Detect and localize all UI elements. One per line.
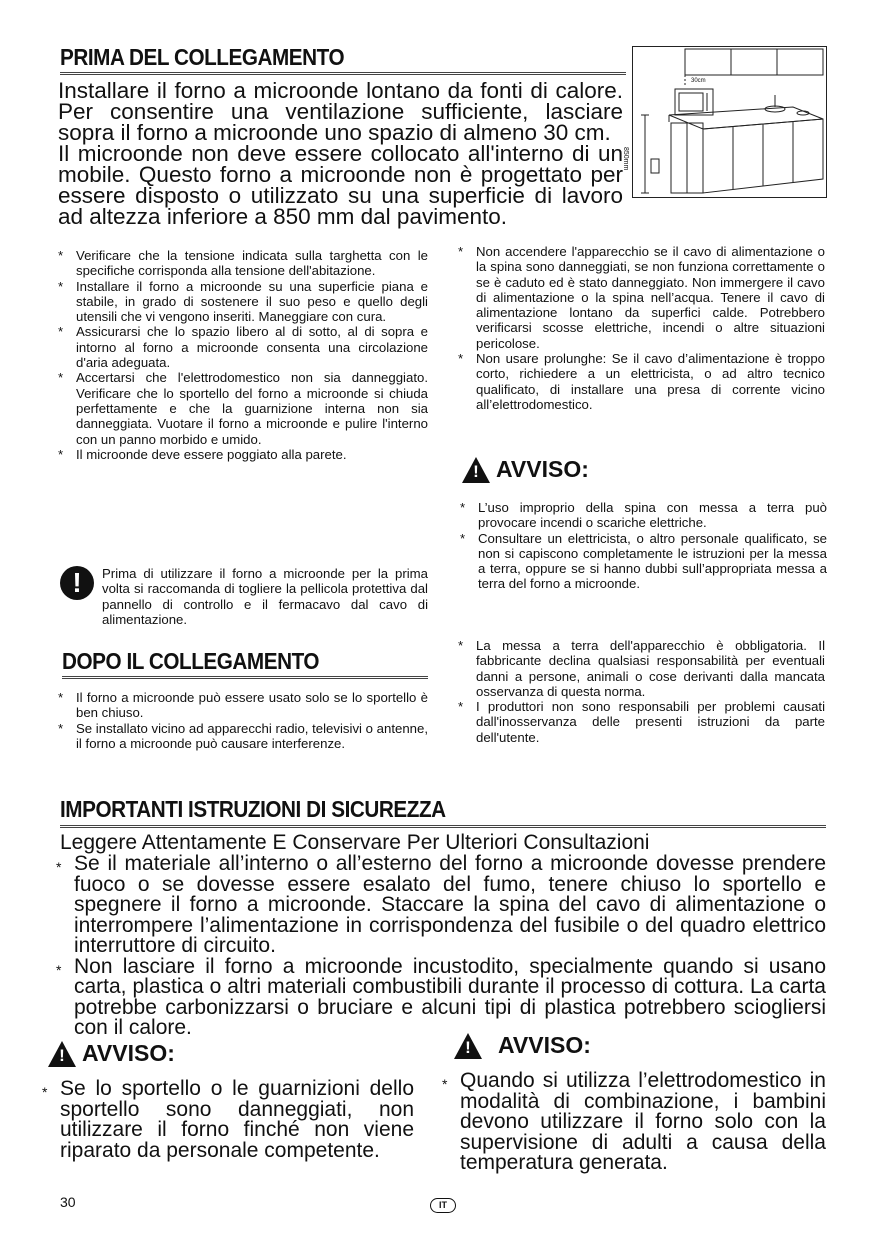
label-30cm: 30cm — [691, 78, 706, 84]
list-item — [458, 244, 825, 351]
list-item — [458, 351, 825, 412]
heading-prima-del-collegamento: PRIMA DEL COLLEGAMENTO — [60, 44, 345, 70]
safety-subtitle: Leggere Attentamente E Conservare Per Ulteriori Consultazioni — [60, 831, 650, 854]
bullet-star: * — [58, 278, 64, 294]
list-item-text: Accertarsi che l'elettrodomestico non sia danneggiato. Verificare che lo sportello del forno a microonde si chiuda perfettamente e che la guarnizione interna non sia danneggiata. Vuotare il forno a microonde e pulire l'interno con un panno morbido e umido. — [76, 370, 428, 447]
warning-title: AVVISO: — [82, 1040, 175, 1066]
safety-list — [56, 854, 826, 1039]
list-item-text: Assicurarsi che lo spazio libero al di sotto, al di sopra e intorno al forno a microonde consenta una circolazione d'aria adeguata. — [76, 324, 428, 371]
heading-rule — [62, 676, 428, 679]
warning-bullet-list — [460, 500, 827, 592]
bullet-star: * — [58, 248, 64, 263]
list-item — [442, 1071, 826, 1174]
list-item — [460, 531, 827, 592]
list-item-text: Se lo sportello o le guarnizioni dello sportello sono danneggiati, non utilizzare il forno finché non viene riparato da personale competente. — [60, 1077, 414, 1162]
list-item — [58, 279, 428, 325]
list-item-text: Se installato vicino ad apparecchi radio, televisivi o antenne, il forno a microonde può causare interferenze. — [76, 720, 428, 751]
after-connection-list — [58, 690, 428, 751]
bullet-star: * — [460, 530, 466, 546]
list-item — [458, 699, 825, 745]
list-item — [460, 500, 827, 531]
intro-paragraph: Installare il forno a microonde lontano da fonti di calore. Per consentire una ventilazione sufficiente, lasciare sopra il forno a microonde uno spazio di almeno 30 cm. — [58, 78, 623, 145]
bullet-star: * — [458, 699, 464, 715]
list-item — [58, 447, 428, 462]
warning-heading — [462, 456, 589, 483]
page-number: 30 — [60, 1194, 76, 1210]
left-bullet-list — [58, 248, 428, 462]
bullet-star: * — [58, 370, 64, 386]
intro-paragraph: Il microonde non deve essere collocato all'interno di un mobile. Questo forno a microonde non è progettato per essere disposto o utilizzato su una superficie di lavoro ad altezza inferiore a 850 mm dal pavimento. — [58, 141, 623, 229]
list-item-text: L’uso improprio della spina con messa a terra può provocare incendi o scariche elettriche. — [478, 500, 827, 531]
list-item — [42, 1079, 414, 1161]
warning-right-list — [442, 1071, 826, 1174]
language-badge: IT — [430, 1198, 456, 1213]
heading-rule — [60, 72, 626, 75]
list-item-text: I produttori non sono responsabili per problemi causati dall'inosservanza delle presenti istruzioni da parte dell'utente. — [476, 699, 825, 745]
warning-triangle-icon — [454, 1033, 482, 1059]
warning-left-list — [42, 1079, 414, 1161]
heading-importanti-istruzioni: IMPORTANTI ISTRUZIONI DI SICUREZZA — [60, 796, 446, 822]
intro-text — [58, 80, 623, 227]
list-item-text: Il forno a microonde può essere usato solo se lo sportello è ben chiuso. — [76, 690, 428, 721]
bullet-star: * — [460, 500, 466, 515]
list-item — [56, 954, 826, 1039]
heading-rule — [60, 825, 826, 828]
bullet-star: * — [58, 324, 64, 340]
list-item-text: Verificare che la tensione indicata sulla targhetta con le specifiche corrisponda alla tensione dell'abitazione. — [76, 248, 428, 279]
bullet-star: * — [442, 1076, 448, 1092]
warning-mark: ! — [59, 1045, 65, 1065]
list-item-text: Installare il forno a microonde su una superficie piana e stabile, in grado di sostenere il suo peso e quello degli utensili che vi vengono inseriti. Maneggiare con cura. — [76, 278, 428, 325]
warning-mark: ! — [473, 461, 479, 481]
bullet-star: * — [458, 638, 464, 653]
kitchen-drawing — [633, 47, 826, 197]
list-item-text: Non lasciare il forno a microonde incustodito, specialmente quando si usano carta, plastica o altri materiali combustibili durante il processo di cottura. La carta potrebbe carbonizzarsi o bruciare e alcuni tipi di plastica potrebbero sciogliersi con il calore. — [74, 954, 826, 1039]
heading-dopo-il-collegamento: DOPO IL COLLEGAMENTO — [62, 648, 320, 674]
list-item-text: La messa a terra dell'apparecchio è obbligatoria. Il fabbricante declina qualsiasi responsabilità per eventuali danni a persone, animali o cose derivanti dalla mancata osservanza di questa norma. — [476, 638, 825, 699]
warning-triangle-icon — [48, 1041, 76, 1067]
right-bullet-list — [458, 244, 825, 412]
list-item — [458, 638, 825, 699]
bullet-star: * — [56, 859, 62, 875]
warning-title: AVVISO: — [498, 1032, 591, 1058]
bullet-star: * — [56, 961, 62, 978]
list-item — [58, 721, 428, 752]
list-item — [58, 248, 428, 279]
right-bullet-list-2 — [458, 638, 825, 745]
note-text: Prima di utilizzare il forno a microonde per la prima volta si raccomanda di togliere la pellicola protettiva dal pannello di controllo e il fermacavo dal cavo di alimentazione. — [102, 566, 428, 627]
bullet-star: * — [458, 351, 464, 367]
list-item-text: Quando si utilizza l’elettrodomestico in modalità di combinazione, i bambini devono utilizzare il forno solo con la supervisione di adulti a causa della temperatura generata. — [460, 1069, 826, 1174]
bullet-star: * — [58, 690, 64, 705]
list-item-text: Non accendere l'apparecchio se il cavo di alimentazione o la spina sono danneggiati, se non funziona correttamente o se è caduto ed è stato danneggiato. Non immergere il cavo di alimentazione o la spina nell’acqua. Tenere il cavo di alimentazione lontano da superfici calde. Potrebbero verificarsi scosse elettriche, incendi o altre situazioni pericolose. — [476, 244, 825, 351]
list-item-text: Il microonde deve essere poggiato alla parete. — [76, 446, 347, 462]
warning-heading-right — [454, 1032, 591, 1059]
list-item — [58, 690, 428, 721]
bullet-star: * — [58, 720, 64, 736]
list-item-text: Se il materiale all’interno o all’esterno del forno a microonde dovesse prendere fuoco o se dovesse essere esalato del fumo, tenere chiuso lo sportello e spegnere il forno a microonde. Staccare la spina del cavo di alimentazione o interrompere l’alimentazione in corrispondenza del fusibile o del quadro elettrico interruttore di circuito. — [74, 852, 826, 957]
warning-title: AVVISO: — [496, 456, 589, 482]
bullet-star: * — [42, 1084, 48, 1100]
warning-triangle-icon — [462, 457, 490, 483]
list-item — [58, 324, 428, 370]
kitchen-installation-figure — [622, 46, 827, 198]
warning-heading-left — [48, 1040, 175, 1067]
list-item-text: Consultare un elettricista, o altro personale qualificato, se non si capiscono completamente le istruzioni per la messa a terra, oppure se si hanno dubbi sull’appropriata messa a terra del forno a microonde. — [478, 530, 827, 592]
list-item-text: Non usare prolunghe: Se il cavo d’alimentazione è troppo corto, richiedere a un elettricista, o ad altro tecnico qualificato, di installare una presa di corrente vicino all’elettrodomestico. — [476, 351, 825, 412]
label-850mm: 850mm — [622, 147, 629, 171]
bullet-star: * — [58, 446, 64, 462]
warning-mark: ! — [465, 1037, 471, 1057]
list-item — [56, 854, 826, 957]
exclamation-icon: ! — [60, 566, 94, 600]
bullet-star: * — [458, 244, 464, 259]
list-item — [58, 370, 428, 446]
